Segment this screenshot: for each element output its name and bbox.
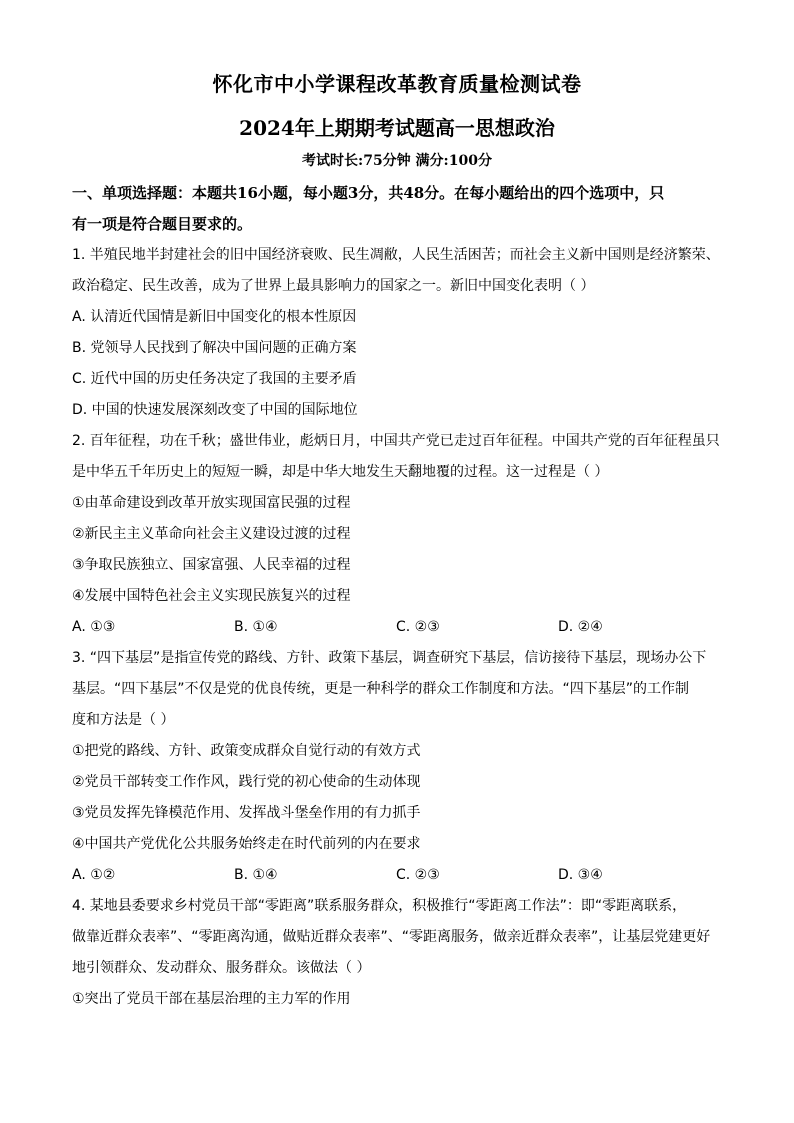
option-b: B. 党领导人民找到了解决中国问题的正确方案 [72, 340, 357, 356]
exam-meta: 考试时长:75分钟 满分:100分 [302, 153, 492, 169]
question-stem: 地引领群众、发动群众、服务群众。该做法（ ） [72, 960, 371, 976]
option-a: A. ①③ [72, 619, 116, 635]
statement-item: ③党员发挥先锋模范作用、发挥战斗堡垒作用的有力抓手 [72, 805, 421, 821]
question-stem: 3. “四下基层”是指宣传党的路线、方针、政策下基层，调查研究下基层，信访接待下基层，现场办公下 [72, 650, 707, 666]
question-stem: 做靠近群众表率”、“零距离沟通，做贴近群众表率”、“零距离服务，做亲近群众表率”，让基层党建更好 [72, 929, 711, 945]
section-heading-line: 一、单项选择题：本题共16小题，每小题3分，共48分。在每小题给出的四个选项中，只 [72, 184, 665, 202]
statement-item: ③争取民族独立、国家富强、人民幸福的过程 [72, 557, 351, 573]
option-d: D. ③④ [558, 867, 603, 883]
question-stem: 1. 半殖民地半封建社会的旧中国经济衰败、民生凋敝，人民生活困苦；而社会主义新中国则是经济繁荣、 [72, 247, 720, 263]
statement-item: ④中国共产党优化公共服务始终走在时代前列的内在要求 [72, 836, 421, 852]
question-stem: 政治稳定、民生改善，成为了世界上最具影响力的国家之一。新旧中国变化表明（ ） [72, 278, 595, 294]
option-a: A. 认清近代国情是新旧中国变化的根本性原因 [72, 309, 357, 325]
statement-item: ②党员干部转变工作作风，践行党的初心使命的生动体现 [72, 774, 421, 790]
question-stem: 是中华五千年历史上的短短一瞬，却是中华大地发生天翻地覆的过程。这一过程是（ ） [72, 464, 609, 480]
question-stem: 4. 某地县委要求乡村党员干部“零距离”联系服务群众，积极推行“零距离工作法”：即“零距离联系， [72, 898, 687, 914]
answer-options [72, 612, 722, 643]
question-stem: 基层。“四下基层”不仅是党的优良传统，更是一种科学的群众工作制度和方法。“四下基层”的工作制 [72, 681, 690, 697]
option-d: D. 中国的快速发展深刻改变了中国的国际地位 [72, 402, 358, 418]
statement-item: ①突出了党员干部在基层治理的主力军的作用 [72, 991, 351, 1007]
exam-subtitle: 2024年上期期考试题高一思想政治 [239, 116, 555, 140]
section-heading [72, 178, 722, 240]
question-stem: 度和方法是（ ） [72, 712, 175, 728]
answer-options [72, 860, 722, 891]
statement-item: ④发展中国特色社会主义实现民族复兴的过程 [72, 588, 351, 604]
question-stem: 2. 百年征程，功在千秋；盛世伟业，彪炳日月，中国共产党已走过百年征程。中国共产党的百年征程虽只 [72, 433, 720, 449]
exam-title: 怀化市中小学课程改革教育质量检测试卷 [212, 72, 582, 96]
option-c: C. ②③ [396, 867, 440, 883]
section-heading-line: 有一项是符合题目要求的。 [72, 215, 253, 233]
option-a: A. ①② [72, 867, 116, 883]
option-c: C. ②③ [396, 619, 440, 635]
option-b: B. ①④ [234, 619, 278, 635]
statement-item: ①由革命建设到改革开放实现国富民强的过程 [72, 495, 351, 511]
statement-item: ②新民主主义革命向社会主义建设过渡的过程 [72, 526, 351, 542]
option-d: D. ②④ [558, 619, 603, 635]
statement-item: ①把党的路线、方针、政策变成群众自觉行动的有效方式 [72, 743, 421, 759]
questions-body [72, 240, 722, 1015]
option-b: B. ①④ [234, 867, 278, 883]
option-c: C. 近代中国的历史任务决定了我国的主要矛盾 [72, 371, 357, 387]
